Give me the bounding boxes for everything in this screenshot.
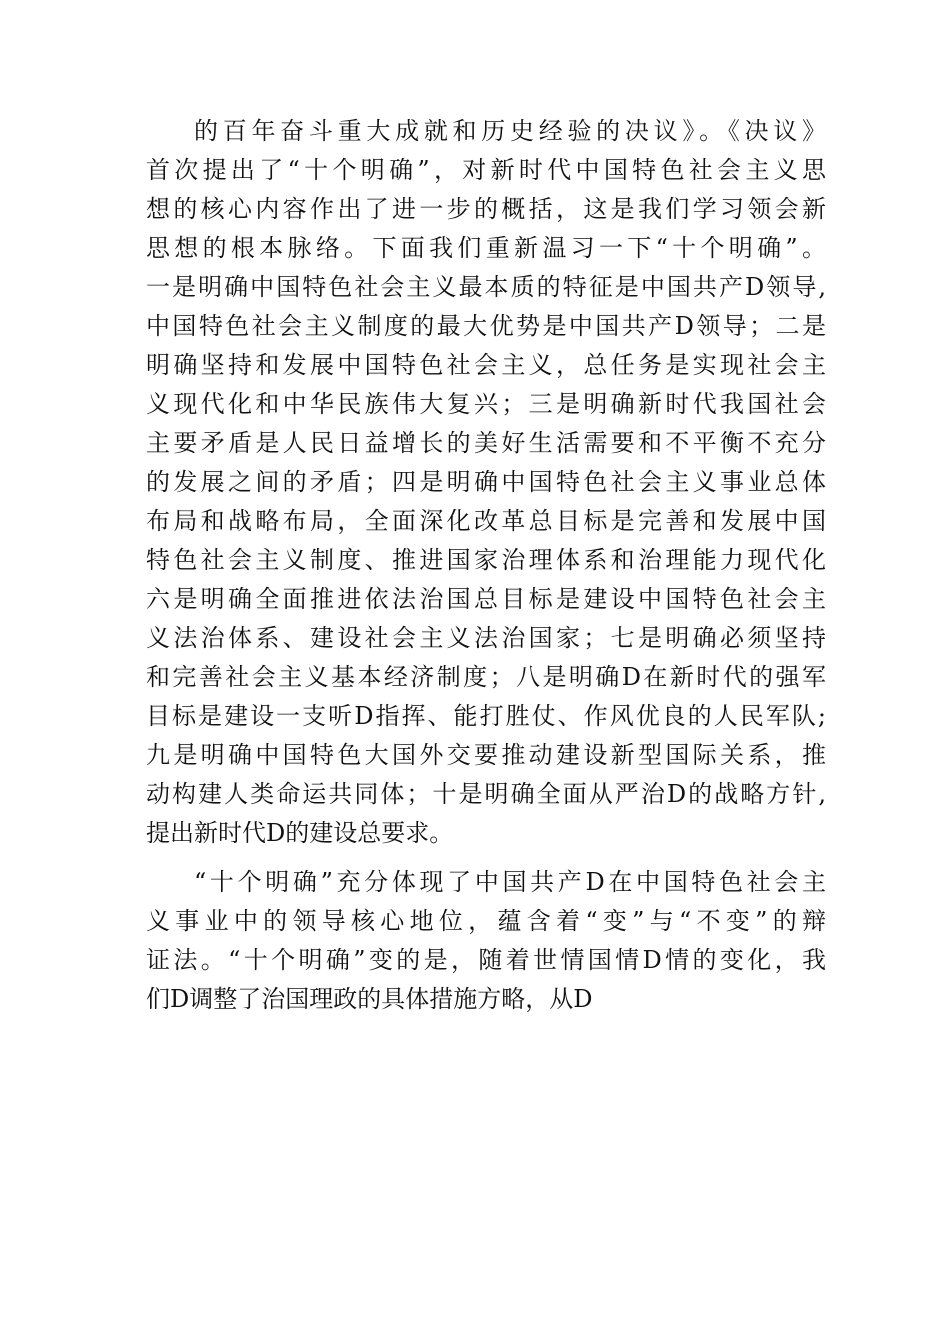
paragraph-line: 六是明确全面推进依法治国总目标是建设中国特色社会主 (146, 585, 826, 613)
paragraph-line: 义事业中的领导核心地位，蕴含着“变”与“不变”的辩 (146, 907, 826, 935)
paragraph-line: 目标是建设一支听D指挥、能打胜仗、作风优良的人民军队; (146, 702, 826, 730)
paragraph-1 (146, 112, 826, 853)
paragraph-line: 主要矛盾是人民日益增长的美好生活需要和不平衡不充分 (146, 429, 826, 457)
paragraph-line: 中国特色社会主义制度的最大优势是中国共产D领导；二是 (146, 312, 826, 340)
paragraph-line: 证法。“十个明确”变的是，随着世情国情D情的变化，我 (146, 946, 826, 974)
paragraph-line: 思想的根本脉络。下面我们重新温习一下“十个明确”。 (146, 234, 826, 262)
paragraph-line: 特色社会主义制度、推进国家治理体系和治理能力现代化 (146, 546, 826, 574)
paragraph-line: 提出新时代D的建设总要求。 (146, 819, 454, 847)
paragraph-line: 们D调整了治国理政的具体措施方略，从D (146, 985, 593, 1013)
paragraph-line: 的百年奋斗重大成就和历史经验的决议》。《决议》 (194, 117, 826, 145)
document-body (146, 112, 826, 1019)
paragraph-line: 想的核心内容作出了进一步的概括，这是我们学习领会新 (146, 195, 826, 223)
paragraph-line: “十个明确”充分体现了中国共产D在中国特色社会主 (194, 868, 826, 896)
paragraph-line: 布局和战略布局，全面深化改革总目标是完善和发展中国 (146, 507, 826, 535)
paragraph-line: 动构建人类命运共同体；十是明确全面从严治D的战略方针, (146, 780, 826, 808)
paragraph-line: 义现代化和中华民族伟大复兴；三是明确新时代我国社会 (146, 390, 826, 418)
paragraph-line: 义法治体系、建设社会主义法治国家；七是明确必须坚持 (146, 624, 826, 652)
paragraph-2 (146, 863, 826, 1019)
paragraph-line: 的发展之间的矛盾；四是明确中国特色社会主义事业总体 (146, 468, 826, 496)
paragraph-line: 一是明确中国特色社会主义最本质的特征是中国共产D领导, (146, 273, 826, 301)
paragraph-line: 九是明确中国特色大国外交要推动建设新型国际关系，推 (146, 741, 826, 769)
paragraph-gap (146, 853, 826, 863)
paragraph-line: 首次提出了“十个明确”，对新时代中国特色社会主义思 (146, 156, 826, 184)
paragraph-line: 和完善社会主义基本经济制度；八是明确D在新时代的强军 (146, 663, 826, 691)
paragraph-line: 明确坚持和发展中国特色社会主义，总任务是实现社会主 (146, 351, 826, 379)
